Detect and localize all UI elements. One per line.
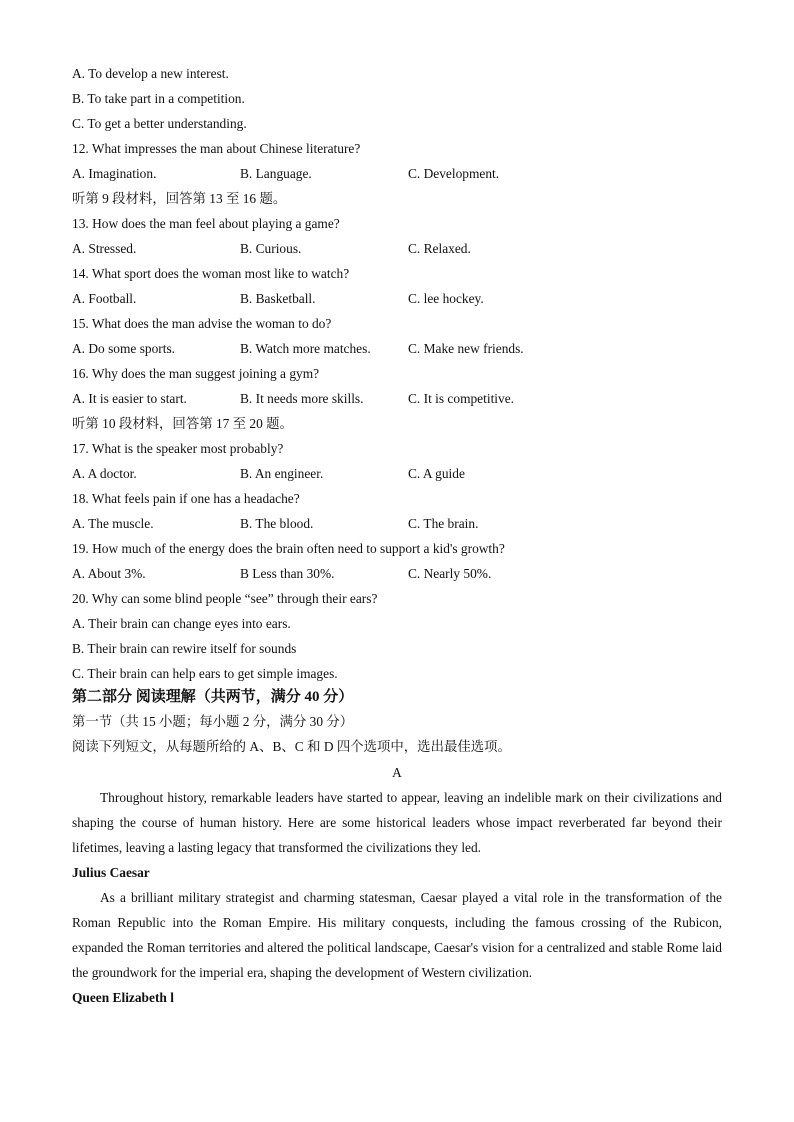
q14-option-b: B. Basketball.	[240, 291, 316, 306]
q15-option-c: C. Make new friends.	[408, 341, 524, 356]
leader-title-elizabeth: Queen Elizabeth l	[72, 990, 174, 1005]
question-12: 12. What impresses the man about Chinese literature?	[72, 141, 361, 156]
section-heading: 第二部分 阅读理解（共两节，满分 40 分）	[72, 689, 354, 705]
q16-option-a: A. It is easier to start.	[72, 391, 187, 406]
q19-option-b: B Less than 30%.	[240, 566, 335, 581]
q17-option-b: B. An engineer.	[240, 466, 324, 481]
question-17: 17. What is the speaker most probably?	[72, 441, 284, 456]
question-19: 19. How much of the energy does the brain often need to support a kid's growth?	[72, 541, 505, 556]
q17-option-c: C. A guide	[408, 466, 465, 481]
q15-option-b: B. Watch more matches.	[240, 341, 371, 356]
leader-text-caesar: As a brilliant military strategist and charming statesman, Caesar played a vital role in the transformation of the Roman Republic into the Roman Empire. His military conquests, including the famous crossing of the Rubicon, expanded the Roman territories and altered the political landscape, Caesar's vision for a centralized and stable Rome laid the groundwork for the imperial era, shaping the development of Western civilization.	[72, 890, 722, 980]
question-20: 20. Why can some blind people “see” through their ears?	[72, 591, 378, 606]
q17-option-a: A. A doctor.	[72, 466, 137, 481]
q13-option-a: A. Stressed.	[72, 241, 137, 256]
q12-option-b: B. Language.	[240, 166, 312, 181]
q20-option-b: B. Their brain can rewire itself for sounds	[72, 641, 297, 656]
passage-intro: Throughout history, remarkable leaders have started to appear, leaving an indelible mark on their civilizations and shaping the course of human history. Here are some historical leaders whose impact reverberated far beyond their lifetimes, leaving a lasting legacy that transformed the civilizations they led.	[72, 790, 722, 855]
q14-option-a: A. Football.	[72, 291, 137, 306]
question-14: 14. What sport does the woman most like to watch?	[72, 266, 350, 281]
listening-instruction-10: 听第 10 段材料，回答第 17 至 20 题。	[72, 416, 293, 431]
q12-option-c: C. Development.	[408, 166, 500, 181]
q15-option-a: A. Do some sports.	[72, 341, 176, 356]
question-16: 16. Why does the man suggest joining a gym?	[72, 366, 320, 381]
q18-option-a: A. The muscle.	[72, 516, 154, 531]
q14-option-c: C. lee hockey.	[408, 291, 484, 306]
q19-option-c: C. Nearly 50%.	[408, 566, 492, 581]
q16-option-c: C. It is competitive.	[408, 391, 514, 406]
q18-option-b: B. The blood.	[240, 516, 314, 531]
passage-label: A	[392, 765, 402, 780]
listening-instruction-9: 听第 9 段材料，回答第 13 至 16 题。	[72, 191, 287, 206]
question-18: 18. What feels pain if one has a headache?	[72, 491, 300, 506]
leader-title-caesar: Julius Caesar	[72, 865, 150, 880]
q12-option-a: A. Imagination.	[72, 166, 157, 181]
q20-option-a: A. Their brain can change eyes into ears.	[72, 616, 291, 631]
q18-option-c: C. The brain.	[408, 516, 479, 531]
section-sub-heading: 第一节（共 15 小题；每小题 2 分，满分 30 分）	[72, 714, 354, 729]
q11-option-b: B. To take part in a competition.	[72, 91, 245, 106]
section-instruction: 阅读下列短文，从每题所给的 A、B、C 和 D 四个选项中，选出最佳选项。	[72, 739, 511, 754]
question-13: 13. How does the man feel about playing a game?	[72, 216, 340, 231]
q13-option-b: B. Curious.	[240, 241, 302, 256]
q19-option-a: A. About 3%.	[72, 566, 146, 581]
q13-option-c: C. Relaxed.	[408, 241, 471, 256]
q11-option-c: C. To get a better understanding.	[72, 116, 247, 131]
question-15: 15. What does the man advise the woman to do?	[72, 316, 332, 331]
q20-option-c: C. Their brain can help ears to get simple images.	[72, 666, 338, 681]
q11-option-a: A. To develop a new interest.	[72, 66, 229, 81]
q16-option-b: B. It needs more skills.	[240, 391, 364, 406]
